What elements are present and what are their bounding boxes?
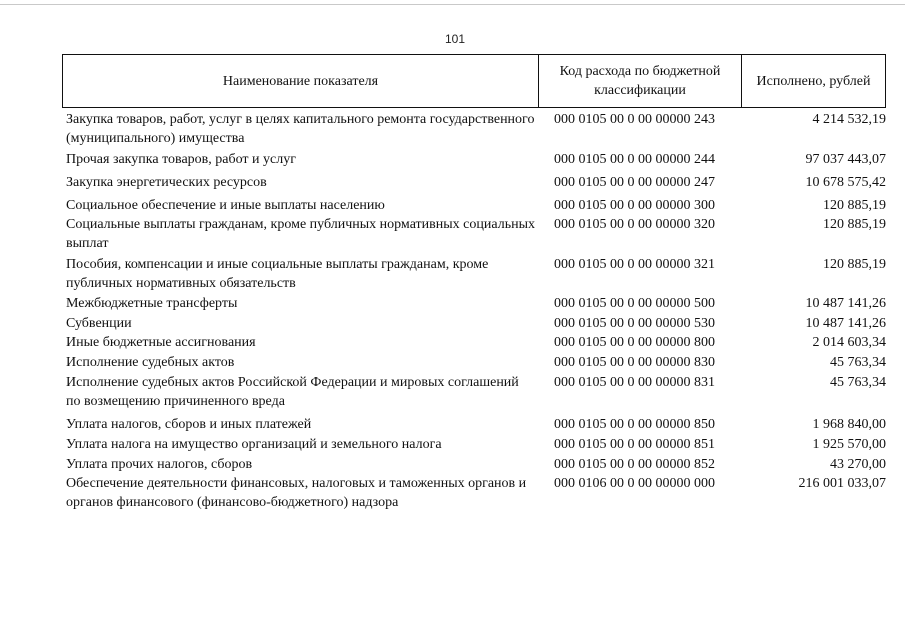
row-code: 000 0105 00 0 00 00000 830	[554, 355, 715, 370]
row-code: 000 0105 00 0 00 00000 530	[554, 316, 715, 331]
row-name: Уплата прочих налогов, сборов	[66, 457, 253, 472]
row-name: Закупка энергетических ресурсов	[66, 175, 267, 190]
row-code: 000 0105 00 0 00 00000 320	[554, 217, 715, 232]
row-code: 000 0105 00 0 00 00000 800	[554, 335, 715, 350]
row-amount: 120 885,19	[823, 198, 886, 213]
row-code: 000 0105 00 0 00 00000 243	[554, 112, 715, 127]
row-name: Уплата налогов, сборов и иных платежей	[66, 417, 312, 432]
row-amount: 216 001 033,07	[798, 476, 886, 491]
row-name: Иные бюджетные ассигнования	[66, 335, 256, 350]
row-name: Социальные выплаты гражданам, кроме публичных нормативных социальных выплат	[66, 217, 535, 251]
row-code: 000 0105 00 0 00 00000 300	[554, 198, 715, 213]
row-code: 000 0105 00 0 00 00000 500	[554, 296, 715, 311]
row-name: Межбюджетные трансферты	[66, 296, 238, 311]
row-name: Обеспечение деятельности финансовых, налоговых и таможенных органов и органов финансового (финансово-бюджетного) надзора	[66, 476, 527, 510]
row-code: 000 0105 00 0 00 00000 852	[554, 457, 715, 472]
header-name: Наименование показателя	[63, 55, 539, 107]
row-amount: 10 487 141,26	[805, 316, 886, 331]
header-amount: Исполнено, рублей	[756, 73, 871, 89]
table-header	[62, 54, 886, 108]
row-name: Прочая закупка товаров, работ и услуг	[66, 152, 296, 167]
row-name: Уплата налога на имущество организаций и земельного налога	[66, 437, 442, 452]
row-name: Субвенции	[66, 316, 132, 331]
row-amount: 120 885,19	[823, 217, 886, 232]
row-amount: 45 763,34	[830, 355, 886, 370]
row-name: Закупка товаров, работ, услуг в целях капитального ремонта государственного (муниципального) имущества	[66, 112, 535, 146]
page-number: 101	[445, 32, 466, 46]
row-name: Социальное обеспечение и иные выплаты населению	[66, 198, 385, 213]
row-name: Исполнение судебных актов Российской Федерации и мировых соглашений по возмещению причиненного вреда	[66, 375, 519, 409]
row-amount: 2 014 603,34	[812, 335, 886, 350]
row-code: 000 0106 00 0 00 00000 000	[554, 476, 715, 491]
row-amount: 1 968 840,00	[812, 417, 886, 432]
header-code: Код расхода по бюджетной классификации	[539, 55, 742, 107]
row-amount: 120 885,19	[823, 257, 886, 272]
row-code: 000 0105 00 0 00 00000 321	[554, 257, 715, 272]
row-code: 000 0105 00 0 00 00000 247	[554, 175, 715, 190]
row-amount: 43 270,00	[830, 457, 886, 472]
row-name: Исполнение судебных актов	[66, 355, 235, 370]
row-amount: 4 214 532,19	[812, 112, 886, 127]
top-border-line	[0, 4, 905, 5]
row-amount: 97 037 443,07	[805, 152, 886, 167]
row-name: Пособия, компенсации и иные социальные выплаты гражданам, кроме публичных нормативных обязательств	[66, 257, 489, 291]
row-amount: 10 487 141,26	[805, 296, 886, 311]
row-amount: 10 678 575,42	[805, 175, 886, 190]
row-amount: 45 763,34	[830, 375, 886, 390]
row-code: 000 0105 00 0 00 00000 851	[554, 437, 715, 452]
row-code: 000 0105 00 0 00 00000 831	[554, 375, 715, 390]
row-amount: 1 925 570,00	[812, 437, 886, 452]
row-code: 000 0105 00 0 00 00000 850	[554, 417, 715, 432]
row-code: 000 0105 00 0 00 00000 244	[554, 152, 715, 167]
